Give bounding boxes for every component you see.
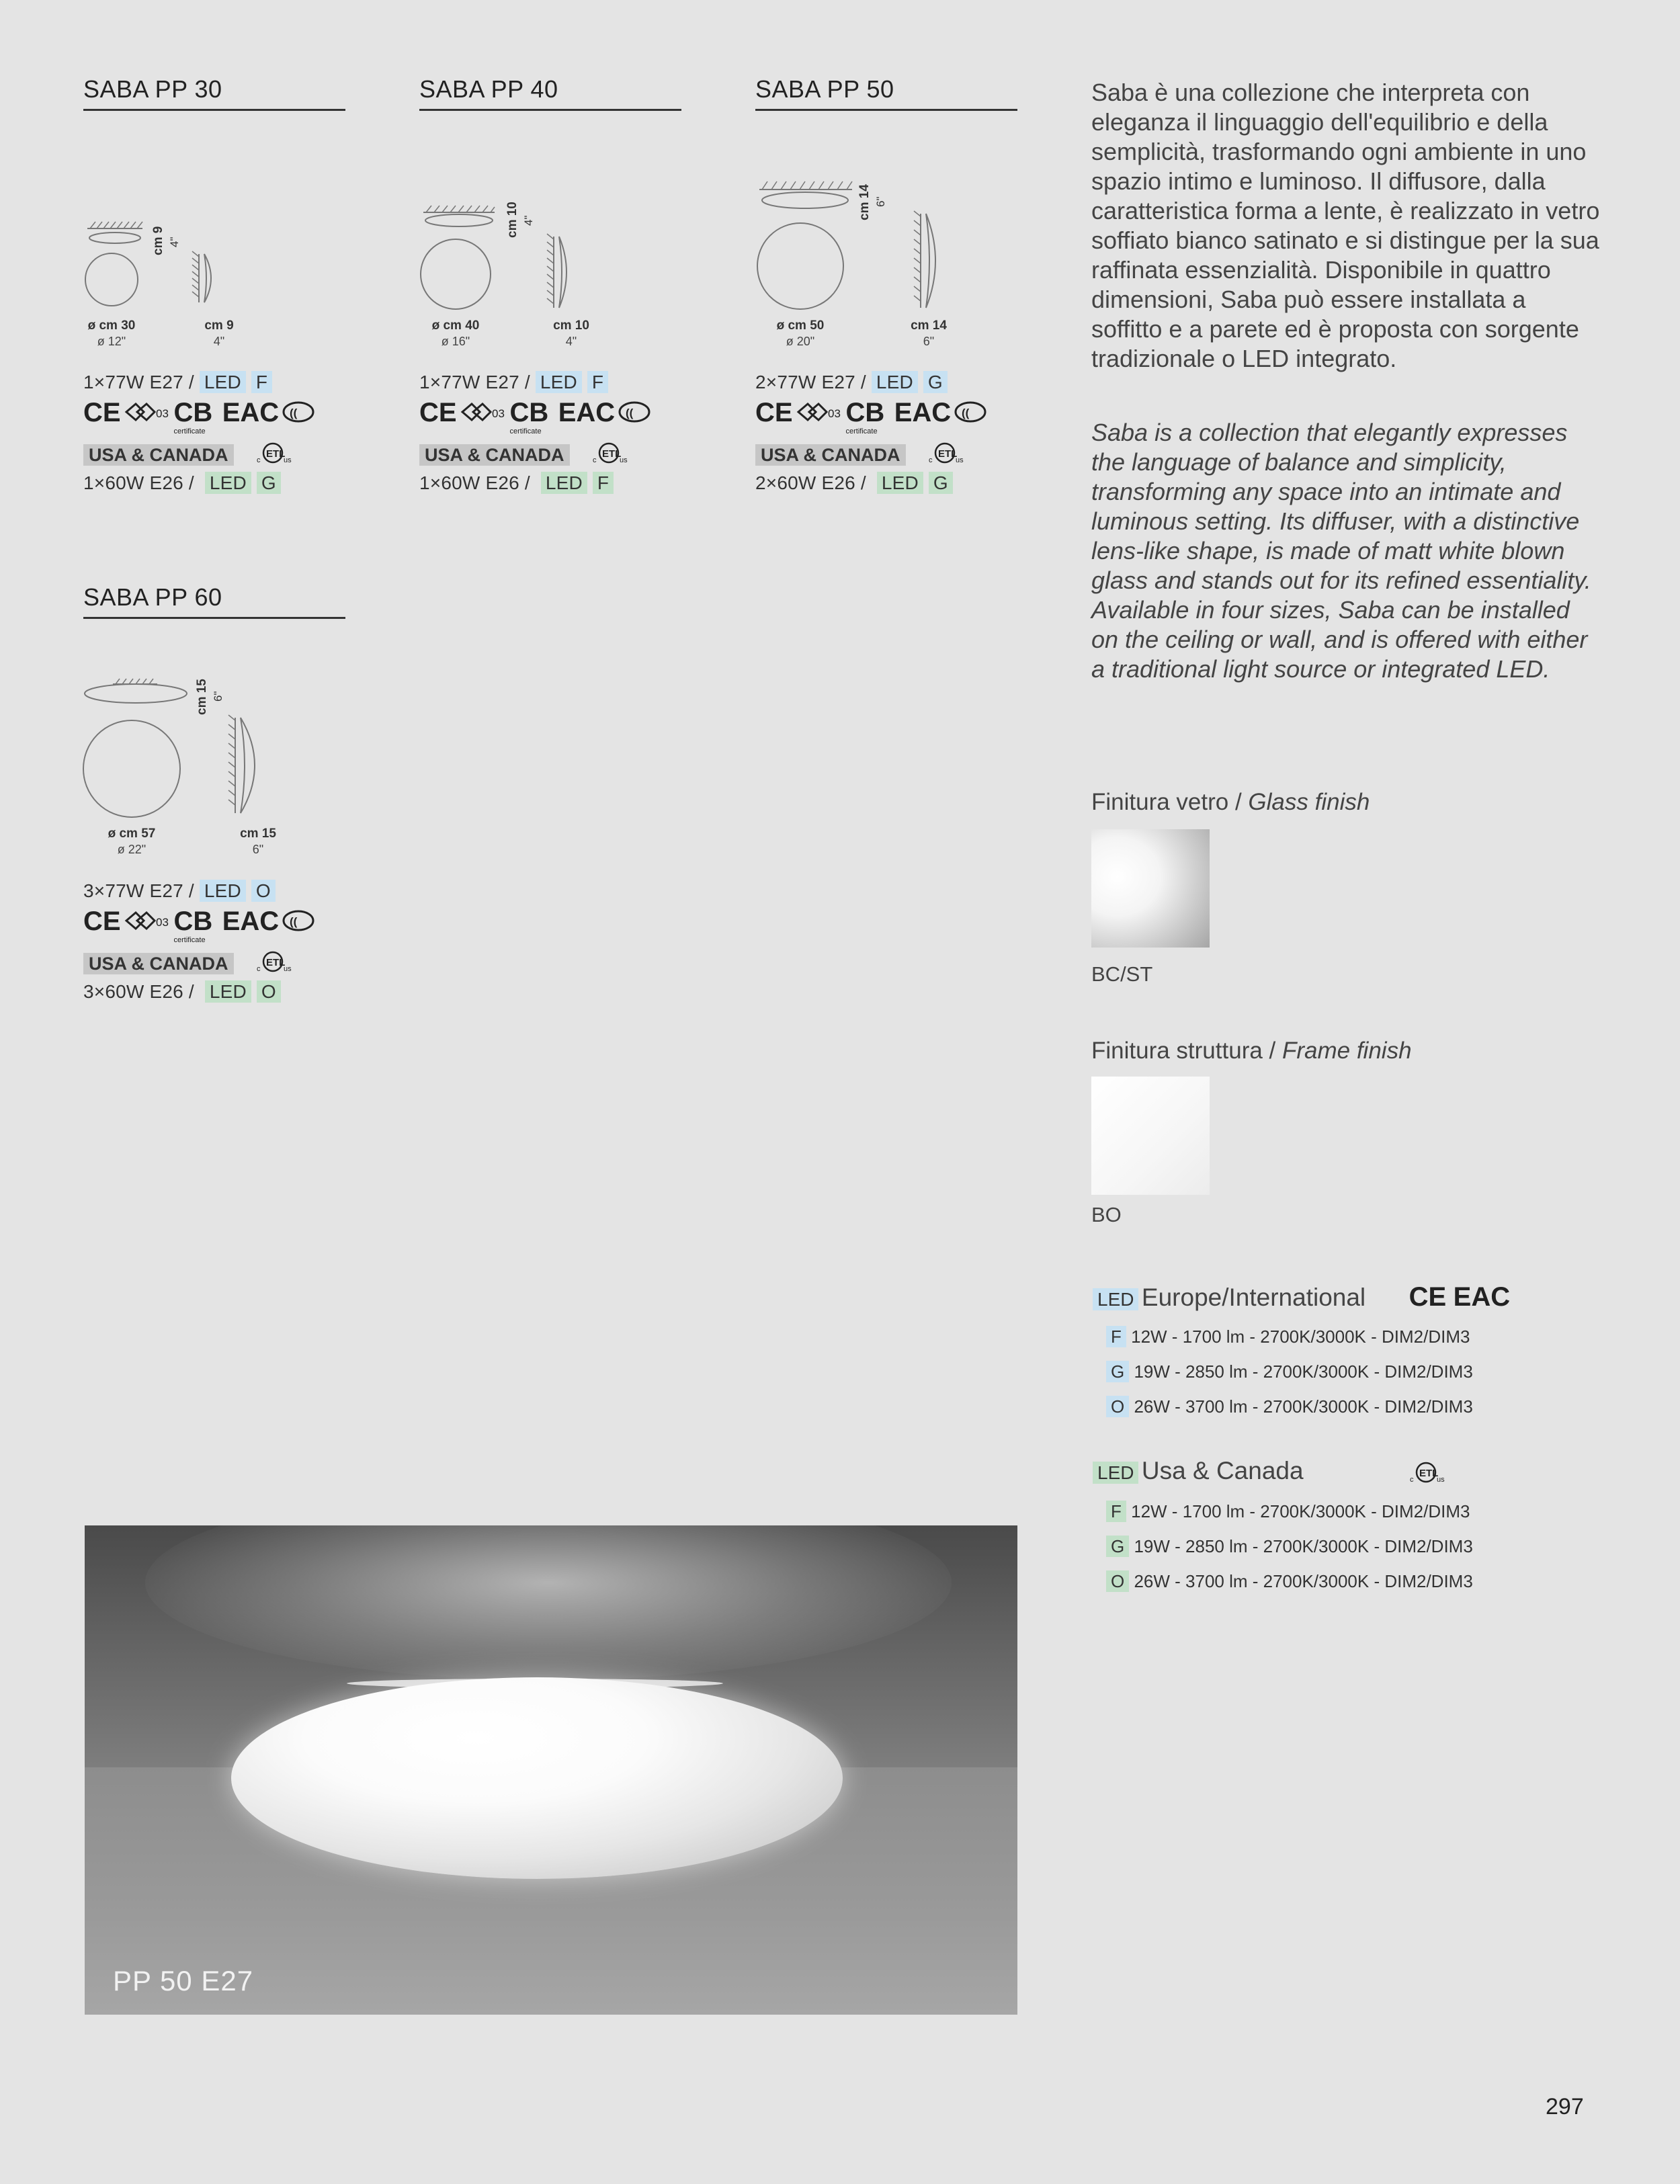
led-tag: LED <box>872 371 918 393</box>
frame-finish-heading: Finitura struttura / Frame finish <box>1091 1038 1412 1064</box>
led-usa-heading <box>1093 1457 1447 1486</box>
energy-class: F <box>593 472 614 494</box>
led-tag: LED <box>1093 1462 1138 1484</box>
spec-power: 3×77W E27 / <box>83 880 200 901</box>
svg-text:c: c <box>256 965 261 973</box>
energy-class: G <box>929 472 953 494</box>
etl-mark-icon <box>254 442 294 466</box>
eac-mark-icon: EAC <box>222 907 280 936</box>
usa-canada-row <box>755 442 966 466</box>
frame-finish-swatch <box>1091 1077 1210 1195</box>
ccc-mark-icon <box>282 909 316 933</box>
cb-mark-icon: CB certificate <box>173 907 213 944</box>
svg-text:((: (( <box>289 915 297 928</box>
spec-eu-line <box>83 372 272 393</box>
led-class-tag: O <box>1106 1396 1129 1417</box>
depth-label: cm 10 <box>553 319 589 333</box>
height-label: cm 9 <box>151 226 165 255</box>
led-europe-row <box>1106 1327 1470 1347</box>
led-spec-text: 19W - 2850 lm - 2700K/3000K - DIM2/DIM3 <box>1134 1361 1473 1382</box>
ccc-mark-icon <box>282 400 316 424</box>
product-title: SABA PP 50 <box>755 75 894 103</box>
energy-class: G <box>257 472 281 494</box>
eac-mark-icon: EAC <box>222 398 280 427</box>
led-europe-row <box>1106 1361 1473 1382</box>
led-class-tag: F <box>1106 1326 1126 1347</box>
ce-mark-icon: CE <box>83 907 121 936</box>
led-tag: LED <box>200 880 246 902</box>
led-class-tag: G <box>1106 1361 1129 1382</box>
weee-mark-icon <box>796 400 843 424</box>
svg-text:ETL: ETL <box>265 448 286 460</box>
diameter-label: ø cm 30 <box>87 319 136 333</box>
energy-class: O <box>251 880 276 902</box>
cb-mark-icon: CB certificate <box>173 398 213 435</box>
product-photo <box>85 1525 1017 2015</box>
svg-text:03: 03 <box>828 407 841 420</box>
depth-inch-label: 6" <box>252 843 264 856</box>
svg-text:us: us <box>955 456 964 464</box>
etl-mark-icon <box>926 442 966 466</box>
spec-power: 2×60W E26 / <box>755 472 872 493</box>
led-tag: LED <box>205 472 251 494</box>
weee-mark-icon <box>460 400 507 424</box>
led-spec-text: 12W - 1700 lm - 2700K/3000K - DIM2/DIM3 <box>1131 1327 1470 1347</box>
ccc-mark-icon <box>618 400 652 424</box>
svg-text:((: (( <box>625 407 633 419</box>
title-rule <box>83 109 345 111</box>
height-inch-label: 6" <box>874 196 887 207</box>
svg-text:((: (( <box>289 407 297 419</box>
product-block-pp30 <box>83 75 345 111</box>
description-english: Saba is a collection that elegantly expresses the language of balance and simplicity, transforming any space into an intimate and luminous setting. Its diffuser, with a distinctive lens-like shape, is made of matt white blown glass and stands out for its refined essentiality. Available in four sizes, Saba can be installed on the ceiling or wall, and is offered with either a traditional light source or integrated LED. <box>1091 419 1591 683</box>
depth-label: cm 9 <box>204 319 234 333</box>
height-label: cm 10 <box>505 202 519 238</box>
svg-text:c: c <box>256 456 261 464</box>
product-block-pp40 <box>419 75 681 111</box>
led-tag: LED <box>205 980 251 1003</box>
ce-mark-icon: CE <box>419 398 457 427</box>
glass-finish-heading: Finitura vetro / Glass finish <box>1091 789 1370 815</box>
svg-text:c: c <box>592 456 597 464</box>
weee-mark-icon <box>124 909 171 933</box>
usa-canada-tag: USA & CANADA <box>83 953 234 974</box>
led-tag: LED <box>1093 1288 1138 1310</box>
led-class-tag: F <box>1106 1501 1126 1522</box>
height-inch-label: 4" <box>522 215 535 226</box>
diameter-inch-label: ø 22" <box>117 843 146 856</box>
led-spec-text: 19W - 2850 lm - 2700K/3000K - DIM2/DIM3 <box>1134 1536 1473 1556</box>
ce-mark-icon: CE <box>83 398 121 427</box>
product-block-pp50 <box>755 75 1017 111</box>
spec-us-line <box>419 472 614 494</box>
description-italian: Saba è una collezione che interpreta con eleganza il linguaggio dell'equilibrio e della semplicità, trasformando ogni ambiente in uno spazio intimo e luminoso. Il diffusore, dalla caratteristica forma a lente, è realizzato in vetro soffiato bianco satinato e si distingue per la sua raffinata essenzialità. Disponibile in quattro dimensioni, Saba può essere installata a soffitto e a parete ed è proposta con sorgente tradizionale o LED integrato. <box>1091 79 1600 372</box>
svg-text:ETL: ETL <box>265 957 286 968</box>
title-rule <box>83 617 345 619</box>
diameter-inch-label: ø 12" <box>97 335 126 348</box>
spec-us-line <box>755 472 953 494</box>
dimension-drawing-pp60 <box>79 664 294 825</box>
led-class-tag: O <box>1106 1570 1129 1592</box>
led-europe-row <box>1106 1396 1473 1417</box>
led-tag: LED <box>541 472 587 494</box>
svg-text:ETL: ETL <box>937 448 958 460</box>
etl-mark-icon <box>590 442 630 466</box>
usa-canada-tag: USA & CANADA <box>419 444 570 466</box>
led-europe-title: Europe/International <box>1141 1284 1366 1311</box>
spec-eu-line <box>419 372 608 393</box>
glass-finish-code: BC/ST <box>1091 962 1153 986</box>
height-label: cm 15 <box>195 679 209 715</box>
etl-mark-icon <box>1407 1462 1447 1486</box>
cert-row <box>419 398 652 435</box>
product-title: SABA PP 30 <box>83 75 222 103</box>
eac-mark-icon: EAC <box>894 398 952 427</box>
svg-text:((: (( <box>961 407 969 419</box>
ccc-mark-icon <box>954 400 988 424</box>
title-rule <box>419 109 681 111</box>
spec-power: 1×60W E26 / <box>419 472 536 493</box>
led-tag: LED <box>877 472 923 494</box>
led-spec-text: 12W - 1700 lm - 2700K/3000K - DIM2/DIM3 <box>1131 1501 1470 1521</box>
led-tag: LED <box>536 371 582 393</box>
spec-power: 1×77W E27 / <box>419 372 536 392</box>
diameter-label: ø cm 40 <box>431 319 480 333</box>
spec-power: 3×60W E26 / <box>83 981 200 1002</box>
depth-inch-label: 6" <box>923 335 935 348</box>
usa-canada-tag: USA & CANADA <box>83 444 234 466</box>
height-inch-label: 4" <box>168 237 181 247</box>
depth-inch-label: 4" <box>213 335 225 348</box>
led-usa-row <box>1106 1501 1470 1522</box>
depth-inch-label: 4" <box>565 335 577 348</box>
cb-mark-icon: CB certificate <box>845 398 885 435</box>
spec-power: 1×60W E26 / <box>83 472 200 493</box>
led-class-tag: G <box>1106 1536 1129 1557</box>
energy-class: O <box>257 980 281 1003</box>
ce-mark-icon: CE <box>755 398 793 427</box>
svg-text:c: c <box>928 456 933 464</box>
usa-canada-tag: USA & CANADA <box>755 444 906 466</box>
page-number: 297 <box>1546 2094 1584 2119</box>
svg-text:03: 03 <box>156 916 169 929</box>
svg-text:us: us <box>283 456 292 464</box>
depth-label: cm 14 <box>911 319 947 333</box>
usa-canada-row <box>83 951 294 975</box>
diameter-label: ø cm 57 <box>108 827 156 841</box>
svg-text:us: us <box>283 965 292 973</box>
depth-label: cm 15 <box>240 827 276 841</box>
dimension-drawing-pp40 <box>415 195 590 316</box>
spec-power: 2×77W E27 / <box>755 372 872 392</box>
energy-class: G <box>923 371 948 393</box>
usa-canada-row <box>419 442 630 466</box>
cert-row <box>83 907 316 944</box>
diameter-inch-label: ø 16" <box>441 335 470 348</box>
spec-power: 1×77W E27 / <box>83 372 200 392</box>
led-spec-text: 26W - 3700 lm - 2700K/3000K - DIM2/DIM3 <box>1134 1396 1473 1417</box>
etl-mark-icon <box>254 951 294 975</box>
height-label: cm 14 <box>857 184 872 220</box>
energy-class: F <box>251 371 272 393</box>
led-tag: LED <box>200 371 246 393</box>
led-usa-row <box>1106 1571 1473 1592</box>
product-title: SABA PP 40 <box>419 75 558 103</box>
svg-text:ETL: ETL <box>601 448 622 460</box>
spec-eu-line <box>83 880 276 902</box>
cert-row <box>83 398 316 435</box>
svg-text:us: us <box>619 456 628 464</box>
svg-text:c: c <box>1410 1476 1414 1484</box>
product-block-pp60 <box>83 583 345 619</box>
height-inch-label: 6" <box>212 691 224 702</box>
spec-eu-line <box>755 372 948 393</box>
photo-caption: PP 50 E27 <box>113 1965 254 1997</box>
cert-row <box>755 398 988 435</box>
glass-finish-swatch <box>1091 829 1210 948</box>
energy-class: F <box>587 371 608 393</box>
title-rule <box>755 109 1017 111</box>
ce-mark-icon: CE <box>1409 1282 1447 1312</box>
eac-mark-icon: EAC <box>558 398 616 427</box>
led-usa-row <box>1106 1536 1473 1557</box>
cb-mark-icon: CB certificate <box>509 398 549 435</box>
weee-mark-icon <box>124 400 171 424</box>
product-title: SABA PP 60 <box>83 583 222 611</box>
svg-text:03: 03 <box>492 407 505 420</box>
svg-text:ETL: ETL <box>1419 1468 1439 1479</box>
spec-us-line <box>83 981 281 1003</box>
eac-mark-icon: EAC <box>1453 1282 1511 1312</box>
led-europe-heading <box>1093 1282 1510 1312</box>
svg-text:us: us <box>1437 1476 1445 1484</box>
diameter-inch-label: ø 20" <box>786 335 815 348</box>
frame-finish-code: BO <box>1091 1203 1122 1226</box>
svg-text:03: 03 <box>156 407 169 420</box>
diameter-label: ø cm 50 <box>776 319 825 333</box>
led-usa-title: Usa & Canada <box>1141 1457 1304 1484</box>
usa-canada-row <box>83 442 294 466</box>
spec-us-line <box>83 472 281 494</box>
dimension-drawing-pp50 <box>751 169 946 317</box>
led-spec-text: 26W - 3700 lm - 2700K/3000K - DIM2/DIM3 <box>1134 1571 1473 1591</box>
